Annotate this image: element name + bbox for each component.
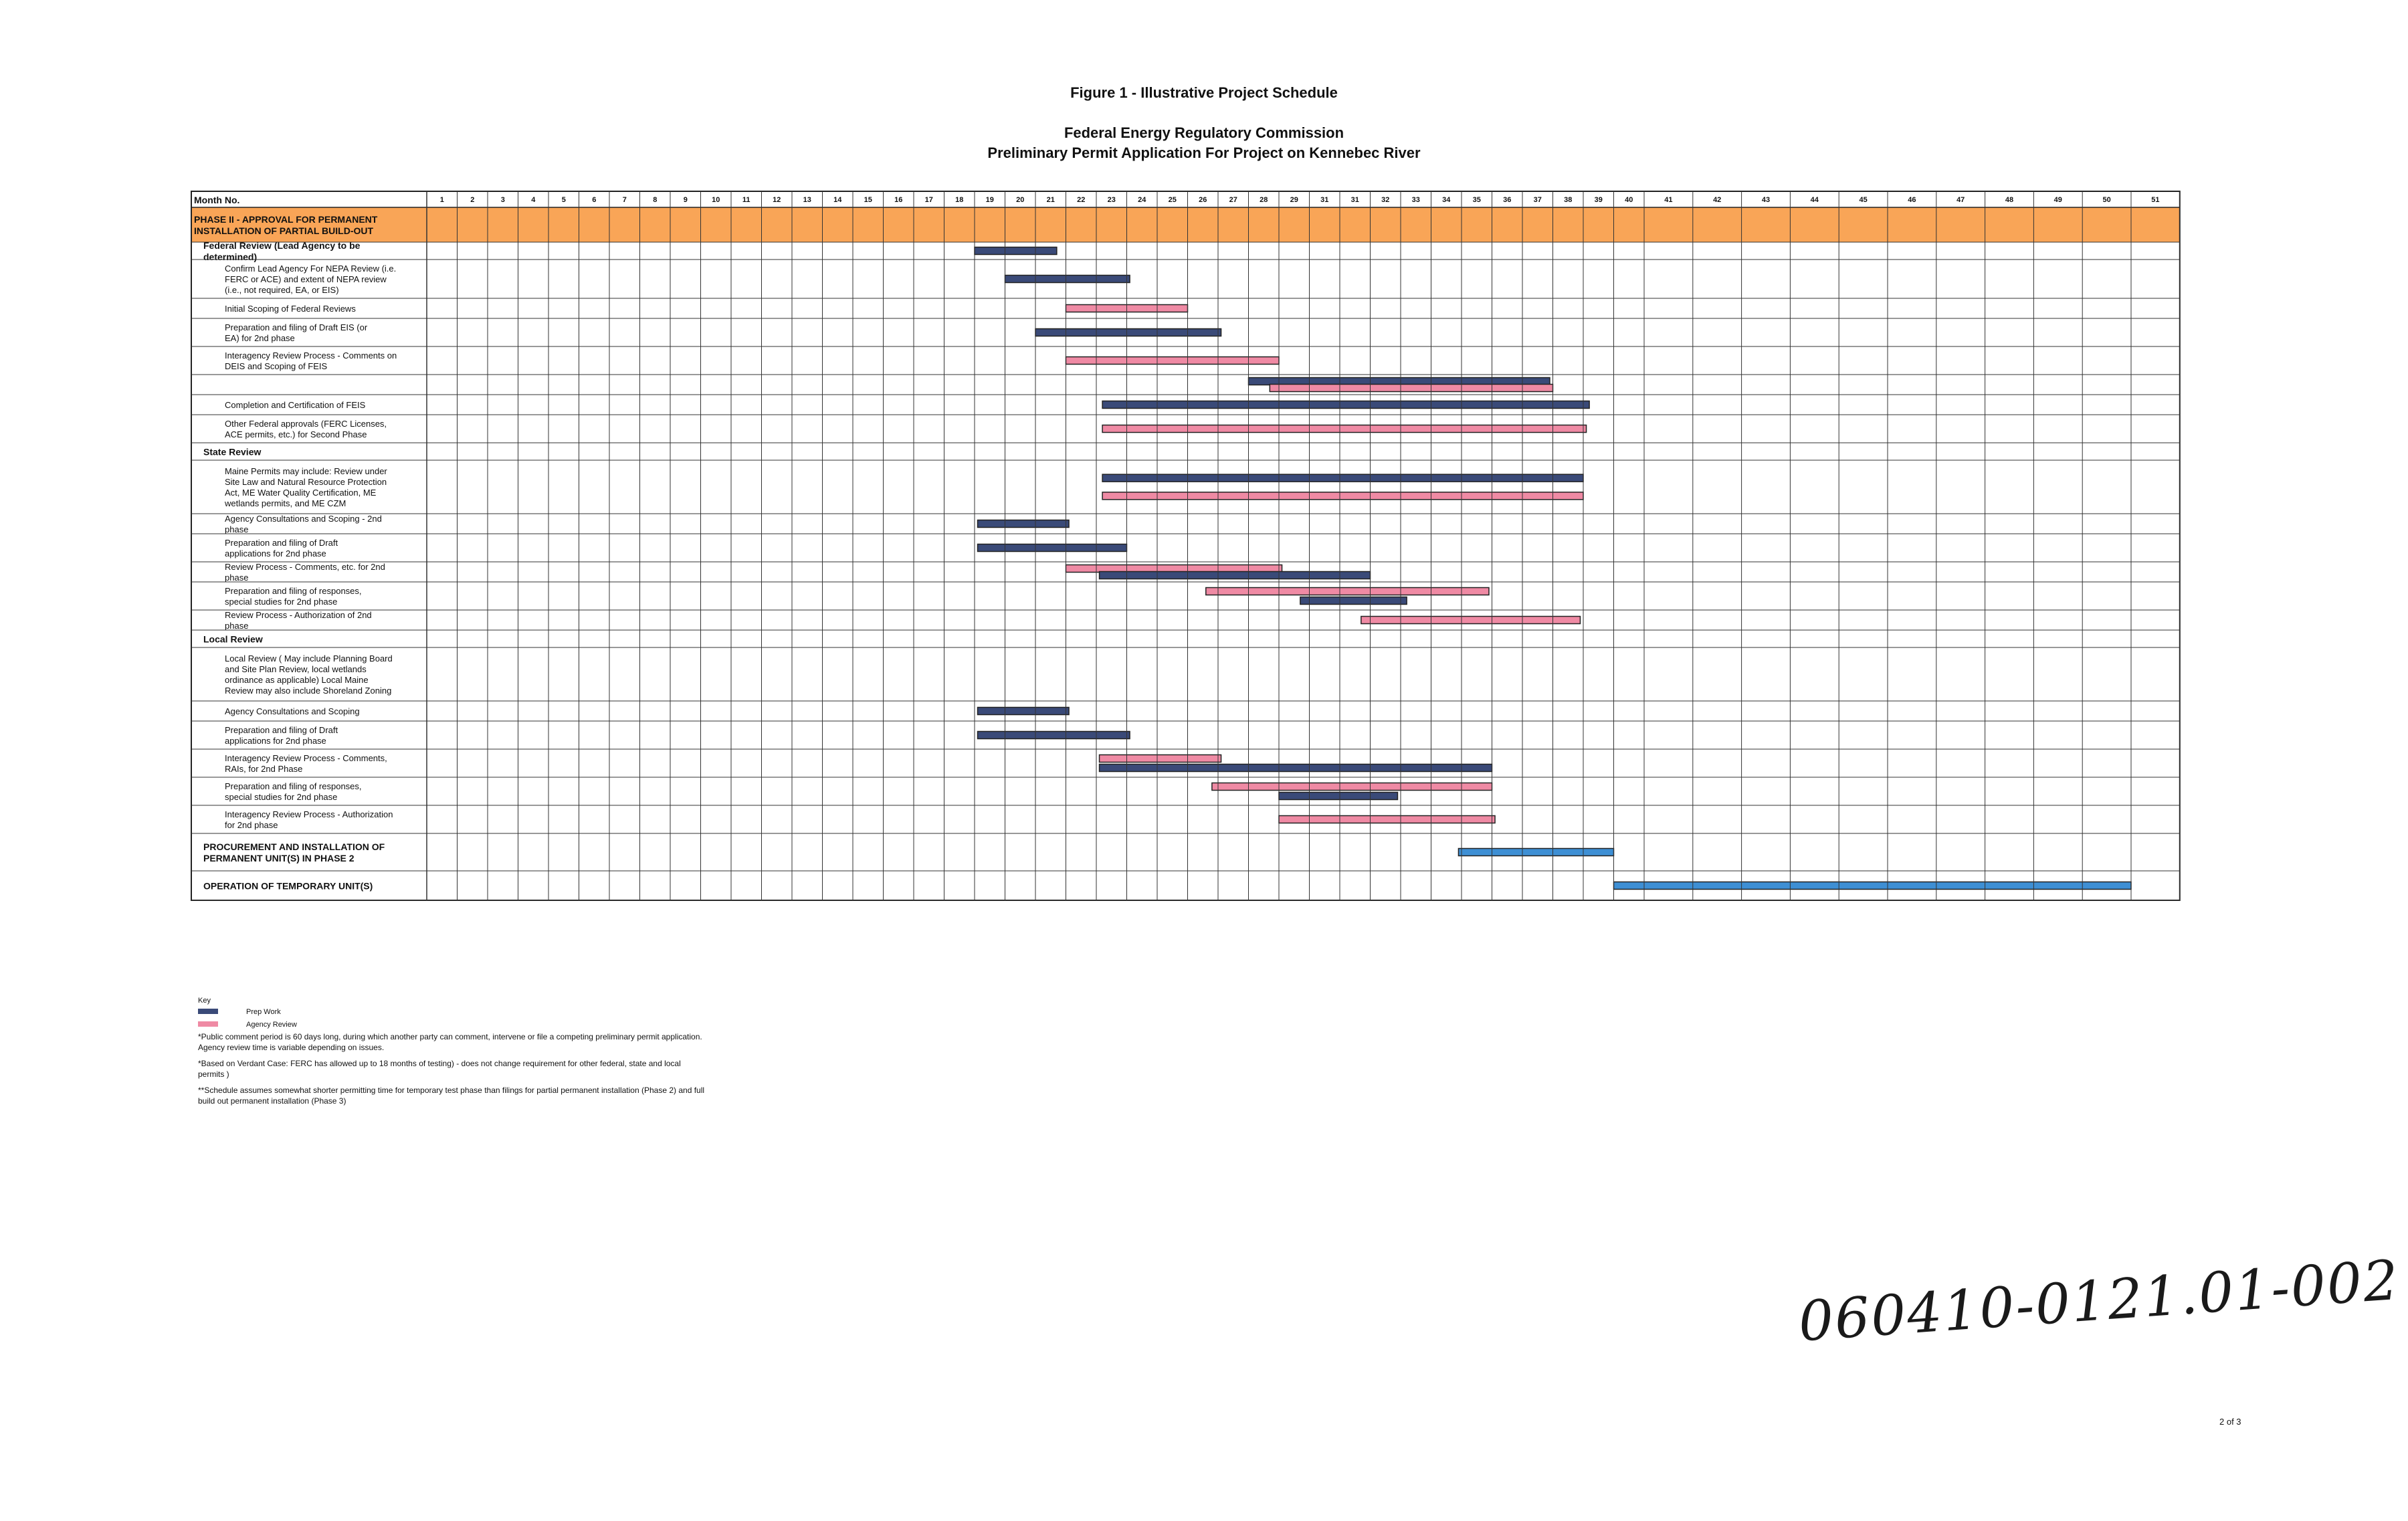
row-label: Review Process - Authorization of 2nd (225, 610, 372, 620)
figure-title: Figure 1 - Illustrative Project Schedule (1070, 84, 1338, 101)
month-tick-label: 6 (592, 196, 597, 204)
month-tick-label: 33 (1411, 196, 1420, 204)
procurement-bar (1458, 849, 1613, 856)
row-label: Site Law and Natural Resource Protection (225, 477, 387, 487)
month-tick-label: 2 (470, 196, 475, 204)
row-label: Preparation and filing of responses, (225, 781, 362, 791)
row-label: Agency Consultations and Scoping - 2nd (225, 514, 382, 524)
month-tick-label: 23 (1107, 196, 1116, 204)
month-tick-label: 22 (1077, 196, 1086, 204)
row-label: RAIs, for 2nd Phase (225, 764, 303, 774)
month-tick-label: 39 (1594, 196, 1603, 204)
procurement-bar (1614, 882, 2132, 890)
agency-review-bar (1102, 492, 1583, 500)
row-label: OPERATION OF TEMPORARY UNIT(S) (203, 880, 373, 892)
footnote-public-comment: *Public comment period is 60 days long, during which another party can comment, intervene or file a competing preliminary permit application. Agency review time is variable depending on issues. (198, 1032, 702, 1052)
month-tick-label: 31 (1350, 196, 1359, 204)
subtitle-agency: Federal Energy Regulatory Commission (1064, 124, 1344, 141)
prep-work-bar (978, 520, 1070, 528)
row-label: applications for 2nd phase (225, 736, 326, 746)
prep-work-bar (1035, 329, 1221, 336)
month-tick-label: 26 (1199, 196, 1207, 204)
row-label: phase (225, 524, 249, 534)
month-tick-label: 1 (439, 196, 444, 204)
month-tick-label: 19 (985, 196, 994, 204)
row-label: special studies for 2nd phase (225, 792, 338, 802)
row-label: Preparation and filing of responses, (225, 586, 362, 596)
row-label: DEIS and Scoping of FEIS (225, 361, 328, 371)
month-tick-label: 27 (1229, 196, 1237, 204)
prep-work-bar (978, 732, 1130, 739)
agency-review-bar (1212, 783, 1492, 791)
month-tick-label: 50 (2102, 196, 2111, 204)
month-tick-label: 37 (1533, 196, 1542, 204)
row-label: phase (225, 621, 249, 631)
month-tick-label: 35 (1472, 196, 1481, 204)
month-tick-label: 31 (1320, 196, 1329, 204)
month-tick-label: 13 (803, 196, 811, 204)
month-tick-label: 24 (1138, 196, 1146, 204)
prep-work-bar (1100, 765, 1492, 772)
row-label: Review Process - Comments, etc. for 2nd (225, 562, 385, 572)
month-tick-label: 10 (712, 196, 720, 204)
prep-work-bar (975, 247, 1057, 255)
row-label: Review may also include Shoreland Zoning (225, 686, 392, 696)
month-tick-label: 43 (1761, 196, 1771, 204)
month-tick-label: 8 (653, 196, 658, 204)
month-tick-label: 42 (1713, 196, 1722, 204)
key-prep-swatch (198, 1009, 218, 1014)
prep-work-bar (1300, 597, 1407, 605)
month-tick-label: 45 (1859, 196, 1868, 204)
footnote-schedule: **Schedule assumes somewhat shorter permitting time for temporary test phase than filings for partial permanent installation (Phase 2) and full build out permanent installation (Phase 3) (198, 1086, 705, 1106)
row-label: FERC or ACE) and extent of NEPA review (225, 274, 387, 284)
month-tick-label: 18 (955, 196, 964, 204)
row-label: phase (225, 573, 249, 583)
row-label: (i.e., not required, EA, or EIS) (225, 285, 339, 295)
prep-work-bar (978, 544, 1127, 552)
row-label: State Review (203, 446, 262, 458)
row-label: special studies for 2nd phase (225, 597, 338, 607)
row-label: ACE permits, etc.) for Second Phase (225, 429, 367, 439)
row-label: Completion and Certification of FEIS (225, 400, 366, 410)
month-tick-label: 47 (1956, 196, 1965, 204)
row-label: Local Review ( May include Planning Board (225, 653, 393, 664)
month-tick-label: 7 (622, 196, 627, 204)
row-label: applications for 2nd phase (225, 548, 326, 559)
month-tick-label: 16 (894, 196, 903, 204)
row-label: Initial Scoping of Federal Reviews (225, 304, 356, 314)
agency-review-bar (1279, 816, 1495, 823)
month-tick-label: 15 (864, 196, 872, 204)
month-tick-label: 4 (531, 196, 536, 204)
month-tick-label: 12 (773, 196, 781, 204)
key-agency-label: Agency Review (246, 1021, 297, 1029)
month-tick-label: 41 (1664, 196, 1673, 204)
month-tick-label: 14 (833, 196, 842, 204)
row-label: Preparation and filing of Draft EIS (or (225, 322, 368, 332)
agency-review-bar (1361, 617, 1581, 624)
footnote-verdant: *Based on Verdant Case: FERC has allowed up to 18 months of testing) - does not change requirement for other federal, state and local permits ) (198, 1059, 681, 1079)
prep-work-bar (1102, 401, 1589, 409)
month-tick-label: 32 (1381, 196, 1390, 204)
row-label: Local Review (203, 633, 263, 645)
month-tick-label: 48 (2005, 196, 2014, 204)
row-label: Federal Review (Lead Agency to be (203, 240, 361, 251)
month-tick-label: 20 (1016, 196, 1025, 204)
month-tick-label: 44 (1810, 196, 1819, 204)
handwritten-document-number: 060410-0121.01-002 (1796, 1248, 2402, 1354)
row-label: Interagency Review Process - Authorization (225, 809, 393, 819)
agency-review-bar (1102, 425, 1586, 433)
row-label: Maine Permits may include: Review under (225, 466, 387, 476)
chart-border (191, 191, 2180, 900)
key-prep-label: Prep Work (246, 1008, 281, 1016)
row-label: determined) (203, 251, 258, 262)
month-tick-label: 17 (924, 196, 933, 204)
prep-work-bar (1100, 572, 1371, 579)
row-label: and Site Plan Review, local wetlands (225, 664, 367, 674)
month-tick-label: 5 (561, 196, 566, 204)
phase-header-band (191, 207, 2180, 242)
row-label: Confirm Lead Agency For NEPA Review (i.e. (225, 264, 397, 274)
row-label: Other Federal approvals (FERC Licenses, (225, 419, 387, 429)
row-label: PERMANENT UNIT(S) IN PHASE 2 (203, 853, 355, 864)
agency-review-bar (1270, 385, 1552, 392)
row-label: Interagency Review Process - Comments on (225, 350, 397, 361)
key-agency-swatch (198, 1021, 218, 1027)
month-tick-label: 3 (500, 196, 505, 204)
row-label: EA) for 2nd phase (225, 333, 295, 343)
prep-work-bar (978, 708, 1070, 715)
row-label: PROCUREMENT AND INSTALLATION OF (203, 841, 385, 852)
month-tick-label: 11 (742, 196, 750, 204)
month-tick-label: 40 (1625, 196, 1633, 204)
month-tick-label: 29 (1290, 196, 1298, 204)
x-header-label: Month No. (194, 195, 240, 205)
prep-work-bar (1279, 793, 1397, 800)
month-tick-label: 36 (1503, 196, 1512, 204)
month-tick-label: 25 (1168, 196, 1177, 204)
row-label: Interagency Review Process - Comments, (225, 753, 387, 763)
row-label: Agency Consultations and Scoping (225, 706, 360, 716)
month-tick-label: 34 (1442, 196, 1451, 204)
month-tick-label: 38 (1564, 196, 1573, 204)
month-tick-label: 46 (1908, 196, 1916, 204)
month-tick-label: 51 (2151, 196, 2160, 204)
agency-review-bar (1100, 755, 1221, 763)
row-label: Preparation and filing of Draft (225, 538, 338, 548)
month-tick-label: 49 (2053, 196, 2062, 204)
row-label: wetlands permits, and ME CZM (225, 498, 346, 508)
month-tick-label: 21 (1046, 196, 1055, 204)
prep-work-bar (1102, 474, 1583, 482)
subtitle-application: Preliminary Permit Application For Project on Kennebec River (987, 144, 1421, 161)
row-label: INSTALLATION OF PARTIAL BUILD-OUT (194, 225, 374, 236)
row-label: Act, ME Water Quality Certification, ME (225, 488, 377, 498)
prep-work-bar (1005, 276, 1130, 283)
row-label: ordinance as applicable) Local Maine (225, 675, 369, 685)
month-tick-label: 9 (683, 196, 688, 204)
agency-review-bar (1066, 357, 1280, 365)
row-label: PHASE II - APPROVAL FOR PERMANENT (194, 214, 378, 225)
row-label: Preparation and filing of Draft (225, 725, 338, 735)
key-title: Key (198, 997, 211, 1005)
page-number: 2 of 3 (2219, 1417, 2241, 1427)
row-label: for 2nd phase (225, 820, 278, 830)
month-tick-label: 28 (1260, 196, 1268, 204)
